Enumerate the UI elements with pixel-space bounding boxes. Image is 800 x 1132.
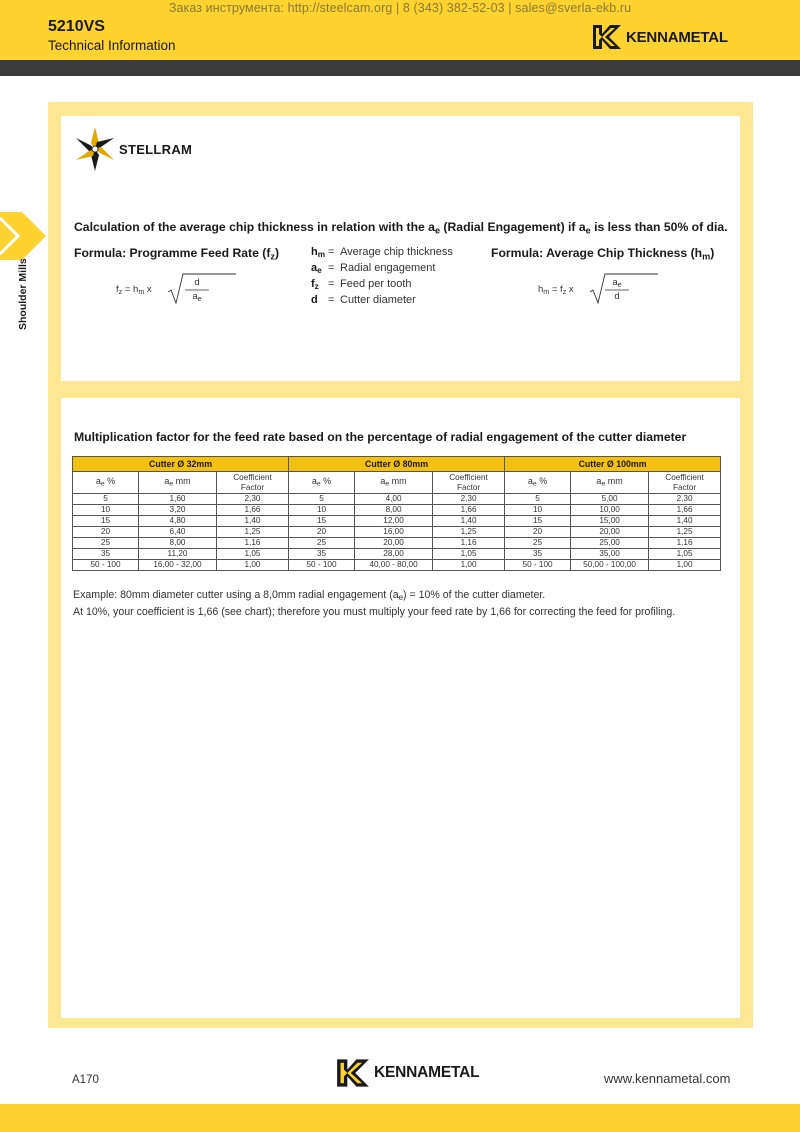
feed-rate-numerator: d bbox=[194, 277, 200, 288]
table-cell: 20 bbox=[73, 527, 139, 538]
table-cell: 1,25 bbox=[433, 527, 505, 538]
column-header-coefficient: Coefficient Factor bbox=[433, 472, 505, 494]
table-cell: 1,16 bbox=[217, 538, 289, 549]
footer-band bbox=[0, 1104, 800, 1132]
table-cell: 50 - 100 bbox=[73, 560, 139, 571]
table-cell: 1,25 bbox=[649, 527, 721, 538]
column-header-ae-percent: $a_e$ % bbox=[505, 472, 571, 494]
table-cell: 15 bbox=[73, 516, 139, 527]
table-cell: 25,00 bbox=[571, 538, 649, 549]
table-cell: 50 - 100 bbox=[505, 560, 571, 571]
table-row bbox=[73, 538, 721, 549]
table-column-header-row bbox=[73, 472, 721, 494]
product-code: 5210VS bbox=[48, 18, 105, 35]
table-cell: 4,00 bbox=[355, 494, 433, 505]
table-cell: 1,25 bbox=[217, 527, 289, 538]
table-cell: 4,80 bbox=[139, 516, 217, 527]
table-cell: 20,00 bbox=[571, 527, 649, 538]
table-cell: 20,00 bbox=[355, 538, 433, 549]
stellram-wordmark: STELLRAM bbox=[119, 141, 193, 157]
table-cell: 25 bbox=[289, 538, 355, 549]
table-row bbox=[73, 494, 721, 505]
table-cell: 25 bbox=[73, 538, 139, 549]
table-cell: 40,00 - 80,00 bbox=[355, 560, 433, 571]
table-cell: 8,00 bbox=[355, 505, 433, 516]
table-cell: 1,66 bbox=[217, 505, 289, 516]
example-line-2: At 10%, your coefficient is 1,66 (see chart); therefore you must multiply your feed rate by 1,66 for correcting the feed for profiling. bbox=[73, 605, 676, 618]
side-tab-label: Shoulder Mills bbox=[17, 258, 29, 330]
column-header-ae-percent: $a_e$ % bbox=[289, 472, 355, 494]
kennametal-wordmark: KENNAMETAL bbox=[626, 28, 728, 46]
side-tab-chevron-icon bbox=[0, 212, 46, 260]
kennametal-k-icon bbox=[592, 24, 622, 50]
group-header-80mm: Cutter Ø 80mm bbox=[289, 457, 505, 472]
chip-thickness-formula-title: Formula: Average Chip Thickness $(h_m)$ bbox=[491, 246, 715, 262]
table-cell: 5 bbox=[289, 494, 355, 505]
table-cell: 1,40 bbox=[433, 516, 505, 527]
group-header-32mm: Cutter Ø 32mm bbox=[73, 457, 289, 472]
header-divider bbox=[0, 60, 800, 76]
table-cell: 1,40 bbox=[217, 516, 289, 527]
table-cell: 2,30 bbox=[217, 494, 289, 505]
table-cell: 1,40 bbox=[649, 516, 721, 527]
definition-row: $f_z$ = Feed per tooth bbox=[311, 278, 412, 292]
kennametal-wordmark: KENNAMETAL bbox=[374, 1064, 480, 1081]
column-header-coefficient: Coefficient Factor bbox=[649, 472, 721, 494]
stellram-logo bbox=[73, 126, 192, 172]
table-cell: 35 bbox=[505, 549, 571, 560]
table-cell: 1,05 bbox=[649, 549, 721, 560]
feed-rate-denominator: $a_e$ bbox=[192, 291, 202, 303]
table-cell: 12,00 bbox=[355, 516, 433, 527]
table-cell: 1,00 bbox=[217, 560, 289, 571]
feed-rate-formula-lhs: $f_z = h_m$ x bbox=[116, 284, 152, 296]
group-header-100mm: Cutter Ø 100mm bbox=[505, 457, 721, 472]
website-link[interactable]: www.kennametal.com bbox=[604, 1071, 731, 1086]
table-cell: 35 bbox=[73, 549, 139, 560]
table-cell: 35 bbox=[289, 549, 355, 560]
chip-thickness-formula-lhs: $h_m = f_z$ x bbox=[538, 284, 574, 296]
table-cell: 5,00 bbox=[571, 494, 649, 505]
definition-row: $h_m$ = Average chip thickness bbox=[311, 246, 453, 260]
chip-thickness-formula bbox=[538, 273, 668, 309]
feed-rate-formula bbox=[116, 273, 246, 309]
multiplication-title: Multiplication factor for the feed rate based on the percentage of radial engagement of the cutter diameter bbox=[74, 430, 687, 444]
table-cell: 50,00 - 100,00 bbox=[571, 560, 649, 571]
table-cell: 5 bbox=[73, 494, 139, 505]
column-header-ae-mm: $a_e$ mm bbox=[355, 472, 433, 494]
table-cell: 20 bbox=[505, 527, 571, 538]
table-body bbox=[73, 494, 721, 571]
page-number: A170 bbox=[72, 1074, 99, 1086]
table-cell: 2,30 bbox=[433, 494, 505, 505]
table-cell: 15 bbox=[289, 516, 355, 527]
symbol-definitions bbox=[311, 246, 453, 310]
table-cell: 1,66 bbox=[649, 505, 721, 516]
table-cell: 10,00 bbox=[571, 505, 649, 516]
column-header-ae-mm: $a_e$ mm bbox=[139, 472, 217, 494]
contact-line: Заказ инструмента: http://steelcam.org | 8 (343) 382-52-03 | sales@sverla-ekb.ru bbox=[168, 1, 632, 15]
example-text bbox=[73, 588, 675, 620]
table-cell: 1,00 bbox=[649, 560, 721, 571]
table-cell: 15 bbox=[505, 516, 571, 527]
table-cell: 1,16 bbox=[433, 538, 505, 549]
table-cell: 28,00 bbox=[355, 549, 433, 560]
table-group-header-row bbox=[73, 457, 721, 472]
stellram-star-icon bbox=[73, 126, 117, 172]
feed-rate-formula-title: Formula: Programme Feed Rate $(f_z)$ bbox=[74, 246, 280, 262]
table-cell: 15,00 bbox=[571, 516, 649, 527]
table-cell: 1,05 bbox=[433, 549, 505, 560]
table-row bbox=[73, 527, 721, 538]
column-header-ae-mm: $a_e$ mm bbox=[571, 472, 649, 494]
kennametal-k-icon bbox=[336, 1058, 370, 1088]
column-header-ae-percent: $a_e$ % bbox=[73, 472, 139, 494]
kennametal-logo-footer bbox=[336, 1058, 479, 1088]
definition-row: $a_e$ = Radial engagement bbox=[311, 262, 436, 276]
table-cell: 16,00 - 32,00 bbox=[139, 560, 217, 571]
chip-thickness-numerator: $a_e$ bbox=[612, 277, 622, 289]
table-cell: 11,20 bbox=[139, 549, 217, 560]
kennametal-logo-header bbox=[592, 24, 728, 50]
table-cell: 1,60 bbox=[139, 494, 217, 505]
table-row bbox=[73, 505, 721, 516]
example-line-1: Example: 80mm diameter cutter using a 8,0mm radial engagement $(a_e) = 10\%$ of the cutter diameter. bbox=[73, 589, 546, 602]
table-row bbox=[73, 549, 721, 560]
table-cell: 1,00 bbox=[433, 560, 505, 571]
definition-row: d = Cutter diameter bbox=[311, 294, 416, 306]
table-cell: 25 bbox=[505, 538, 571, 549]
multiplication-table bbox=[72, 456, 721, 571]
table-cell: 1,66 bbox=[433, 505, 505, 516]
chip-thickness-denominator: d bbox=[614, 291, 620, 302]
table-cell: 20 bbox=[289, 527, 355, 538]
table-cell: 50 - 100 bbox=[289, 560, 355, 571]
table-cell: 5 bbox=[505, 494, 571, 505]
table-cell: 2,30 bbox=[649, 494, 721, 505]
calculation-title: Calculation of the average chip thickness in relation with the $a_e$ (Radial Engagement) if $a_e$ is less than 50% of dia. bbox=[74, 220, 728, 236]
table-cell: 1,16 bbox=[649, 538, 721, 549]
column-header-coefficient: Coefficient Factor bbox=[217, 472, 289, 494]
table-cell: 16,00 bbox=[355, 527, 433, 538]
section-subtitle: Technical Information bbox=[48, 38, 176, 53]
table-row bbox=[73, 560, 721, 571]
table-cell: 10 bbox=[289, 505, 355, 516]
table-cell: 6,40 bbox=[139, 527, 217, 538]
table-cell: 10 bbox=[73, 505, 139, 516]
table-cell: 1,05 bbox=[217, 549, 289, 560]
table-row bbox=[73, 516, 721, 527]
table-cell: 35,00 bbox=[571, 549, 649, 560]
table-cell: 3,20 bbox=[139, 505, 217, 516]
table-cell: 8,00 bbox=[139, 538, 217, 549]
table-cell: 10 bbox=[505, 505, 571, 516]
